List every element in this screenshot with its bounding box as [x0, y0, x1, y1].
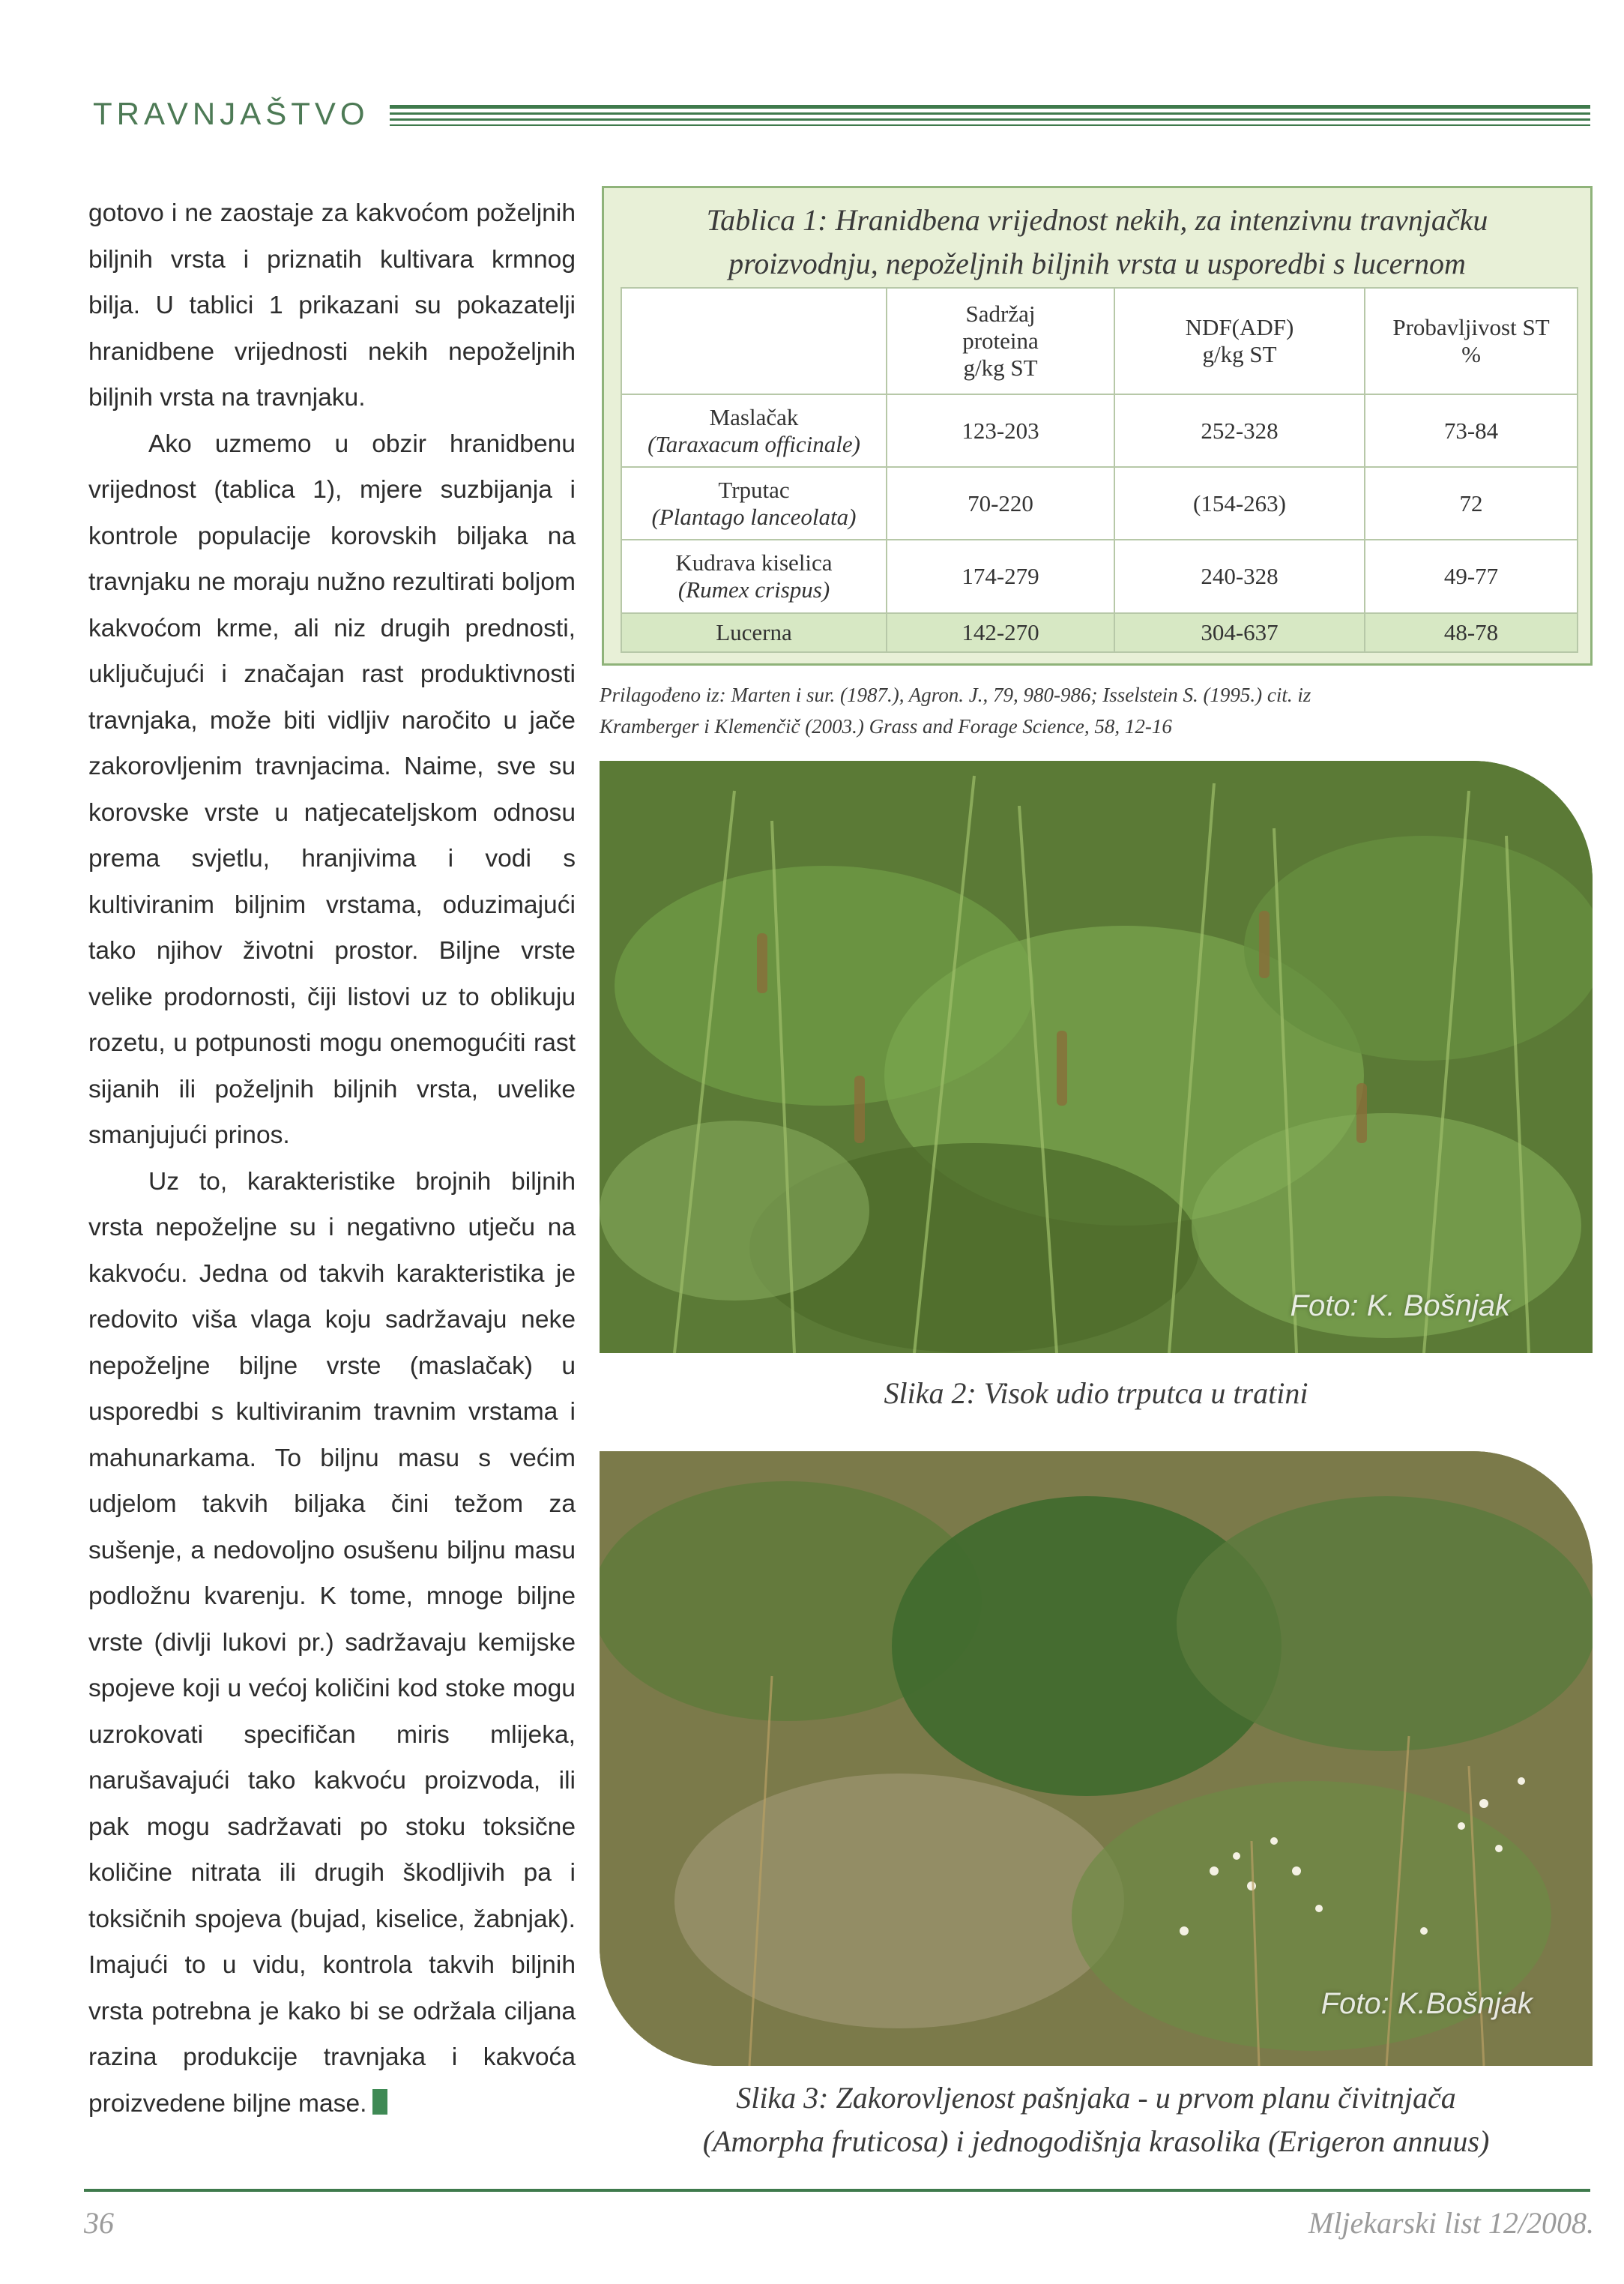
- digest-cell: 49-77: [1365, 540, 1578, 612]
- header-protein: [887, 288, 1114, 394]
- species-name: Maslačak: [709, 403, 799, 430]
- section-title: TRAVNJAŠTVO: [93, 96, 369, 131]
- table-caption: [604, 199, 1590, 286]
- table-row: [621, 540, 1578, 612]
- species-name: Lucerna: [621, 613, 887, 652]
- species-cell: [621, 467, 887, 540]
- species-cell: [621, 540, 887, 612]
- species-latin: (Taraxacum officinale): [648, 430, 860, 457]
- figure-3-caption-line-1: Slika 3: Zakorovljenost pašnjaka - u prvom planu čivitnjača: [736, 2081, 1456, 2115]
- digest-cell: 48-78: [1365, 613, 1578, 652]
- page-number: 36: [84, 2206, 114, 2240]
- article-end-mark: [372, 2089, 387, 2115]
- ndf-cell: (154-263): [1114, 467, 1365, 540]
- protein-cell: 70-220: [887, 467, 1114, 540]
- header-protein-line-3: g/kg ST: [963, 355, 1038, 382]
- table-row: [621, 467, 1578, 540]
- header-digestibility: [1365, 288, 1578, 394]
- figure-3-caption-line-2: (Amorpha fruticosa) i jednogodišnja krasolika (Erigeron annuus): [702, 2124, 1490, 2158]
- table-caption-line-1: Tablica 1: Hranidbena vrijednost nekih, za intenzivnu travnjačku: [706, 203, 1488, 237]
- paragraph-1: gotovo i ne zaostaje za kakvoćom poželjnih biljnih vrsta i priznatih kultivara krmnog bilja. U tablici 1 prikazani su pokazatelji hranidbene vrijednosti nekih nepoželjnih biljnih vrsta na travnjaku.: [88, 199, 576, 412]
- table-row-reference: [621, 613, 1578, 652]
- ndf-cell: 240-328: [1114, 540, 1365, 612]
- photo-pasture-image: [600, 1451, 1593, 2066]
- header-digest-line-2: %: [1461, 341, 1481, 368]
- source-line-2: Kramberger i Klemenčič (2003.) Grass and Forage Science, 58, 12-16: [600, 715, 1172, 738]
- ndf-cell: 252-328: [1114, 394, 1365, 467]
- species-name: Kudrava kiselica: [675, 549, 833, 576]
- photo-credit: Foto: K. Bošnjak: [1290, 1289, 1510, 1322]
- body-text-column: [88, 190, 576, 2127]
- photo-pasture-weeds: [600, 1451, 1593, 2066]
- paragraph-3: Uz to, karakteristike brojnih biljnih vrsta nepoželjne su i negativno utječu na kakvoću. Jedna od takvih karakteristika je redovito viša vlaga koju sadržavaju neke nepoželjne biljne vrste (maslačak) u usporedbi s kultiviranim travnim vrstama i mahunarkama. To biljnu masu s većim udjelom takvih biljaka čini težom za sušenje, a nedovoljno osušenu biljnu masu podložnu kvarenju. K tome, mnoge biljne vrste (divlji lukovi pr.) sadržavaju kemijske spojeve koji u većoj količini kod stoke mogu uzrokovati specifičan miris mlijeka, narušavajući tako kakvoću proizvoda, ili pak mogu sadržavati po stoku toksične količine nitrata ili drugih škodljivih pa i toksičnih spojeva (bujad, kiselice, žabnjak). Imajući to u vidu, kontrola takvih biljnih vrsta potrebna je kako bi se održala ciljana razina produkcije travnjaka i kakvoća proizvedene biljne mase.: [88, 1167, 576, 2118]
- header-protein-line-2: proteina: [962, 328, 1039, 355]
- table-row: [621, 394, 1578, 467]
- species-cell: [621, 394, 887, 467]
- species-latin: (Rumex crispus): [677, 576, 830, 603]
- header-blank: [621, 288, 887, 394]
- header-digest-line-1: Probavljivost ST: [1392, 314, 1550, 341]
- table-source: [600, 679, 1574, 742]
- journal-title: Mljekarski list 12/2008.: [1308, 2206, 1594, 2240]
- header-rules: [390, 105, 1590, 130]
- header-ndf-line-2: g/kg ST: [1202, 341, 1277, 368]
- page-header: [84, 88, 1590, 133]
- figure-2-caption: Slika 2: Visok udio trputca u tratini: [884, 1376, 1308, 1410]
- table-1-box: [602, 186, 1593, 666]
- digest-cell: 73-84: [1365, 394, 1578, 467]
- species-name: Trputac: [718, 476, 790, 503]
- photo-credit: Foto: K.Bošnjak: [1320, 1987, 1533, 2020]
- photo-plantain-sward: [600, 761, 1593, 1353]
- header-protein-line-1: Sadržaj: [965, 301, 1036, 328]
- table-caption-line-2: proizvodnju, nepoželjnih biljnih vrsta u usporedbi s lucernom: [728, 247, 1466, 280]
- digest-cell: 72: [1365, 467, 1578, 540]
- table-header-row: [621, 288, 1578, 394]
- nutrition-table: [621, 287, 1578, 653]
- protein-cell: 142-270: [887, 613, 1114, 652]
- source-line-1: Prilagođeno iz: Marten i sur. (1987.), Agron. J., 79, 980-986; Isselstein S. (1995.) cit. iz: [600, 684, 1311, 706]
- protein-cell: 174-279: [887, 540, 1114, 612]
- photo-plantain-image: [600, 761, 1593, 1353]
- header-ndf: [1114, 288, 1365, 394]
- header-ndf-line-1: NDF(ADF): [1185, 314, 1294, 341]
- species-latin: (Plantago lanceolata): [651, 503, 857, 530]
- ndf-cell: 304-637: [1114, 613, 1365, 652]
- protein-cell: 123-203: [887, 394, 1114, 467]
- figure-3-caption: [600, 2076, 1593, 2163]
- footer-rule: [84, 2189, 1590, 2192]
- paragraph-2: Ako uzmemo u obzir hranidbenu vrijednost (tablica 1), mjere suzbijanja i kontrole populacije korovskih biljaka na travnjaku ne moraju nužno rezultirati boljom kakvoćom krme, ali niz drugih prednosti, uključujući i značajan rast produktivnosti travnjaka, može biti vidljiv naročito u jače zakorovljenim travnjacima. Naime, sve su korovske vrste u natjecateljskom odnosu prema svjetlu, hranjivima i vodi s kultiviranim biljnim vrstama, oduzimajući tako njihov životni prostor. Biljne vrste velike prodornosti, čiji listovi uz to oblikuju rozetu, u potpunosti mogu onemogućiti rast sijanih ili poželjnih biljnih vrsta, uvelike smanjujući prinos.: [88, 430, 576, 1149]
